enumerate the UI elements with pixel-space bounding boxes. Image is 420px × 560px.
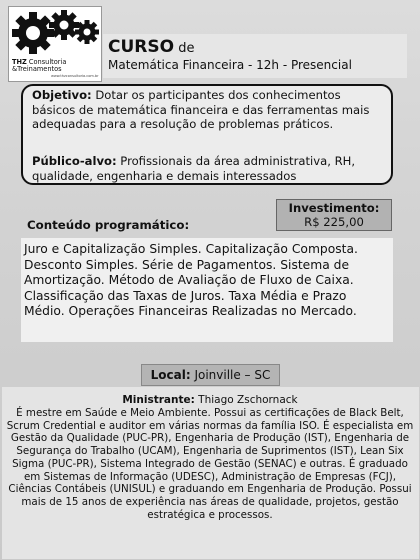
course-title: CURSO de (108, 37, 195, 57)
content-heading: Conteúdo programático: (27, 218, 190, 232)
location-badge: Local: Joinville – SC (141, 364, 280, 386)
investment-value: R$ 225,00 (304, 215, 364, 229)
logo-url: www.thzconsultoria.com.br (51, 74, 99, 78)
course-subtitle: Matemática Financeira - 12h - Presencial (108, 58, 352, 72)
gears-icon (11, 9, 101, 61)
investment-label: Investimento: (288, 201, 380, 215)
content-text: Juro e Capitalização Simples. Capitalização Composta. Desconto Simples. Série de Pagamentos. Sistema de Amortização. Método de Avaliação de Fluxo de Caixa. Classificação das Taxas de Juros. Taxa Média e Prazo Médio. Operações Financeiras Realizadas no Mercado. (24, 242, 358, 318)
objective-text: Objetivo: Dotar os participantes dos conhecimentos básicos de matemática financeira e das ferramentas mais adequadas para a resolução de problemas práticos. (32, 88, 370, 131)
instructor-heading: Ministrante: Thiago Zschornack (122, 394, 298, 406)
audience-text: Público-alvo: Profissionais da área administrativa, RH, qualidade, engenharia e demais interessados (32, 154, 356, 183)
company-logo (8, 6, 102, 82)
logo-brand: THZ Consultoria &Treinamentos (12, 58, 67, 74)
instructor-bio: É mestre em Saúde e Meio Ambiente. Possui as certificações de Black Belt, Scrum Credential e auditor em várias normas da família ISO. É especialista em Gestão da Qualidade (PUC-PR), Engenharia de Produção (IST), Engenharia de Segurança do Trabalho (UCAM), Engenharia de Suprimentos (IST), Lean Six Sigma (PUC-PR), Sistema Integrado de Gestão (SENAC) e outras. É graduado em Sistemas de Informação (UDESC), Administração de Empresas (FCJ), Ciências Contábeis (UNISUL) e graduando em Engenharia de Produção. Possui mais de 15 anos de experiência nas áreas de qualidade, projetos, gestão estratégica e processos. (6, 407, 414, 521)
investment-badge (276, 199, 392, 231)
